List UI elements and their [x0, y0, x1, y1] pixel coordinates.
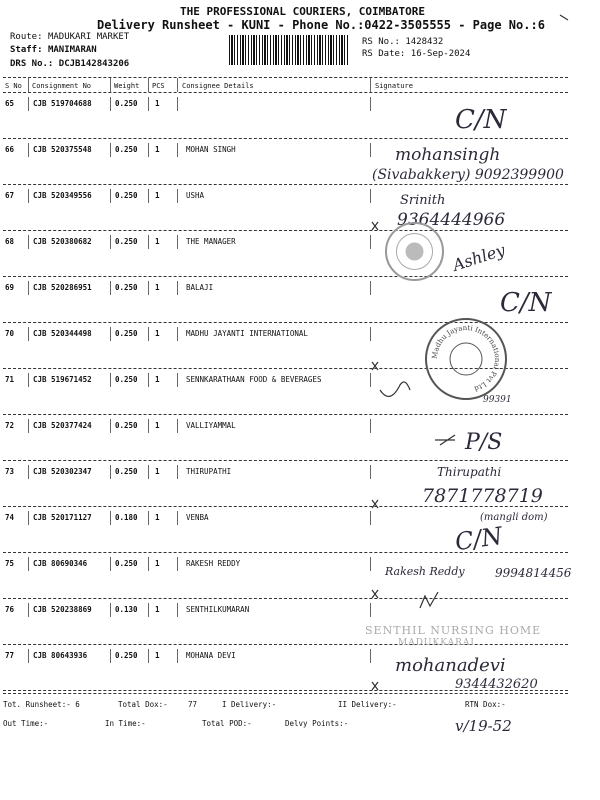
row-pcs: 1 — [155, 191, 160, 200]
row-consignee: BALAJI — [186, 283, 214, 292]
i-delivery: I Delivery:- — [222, 700, 277, 709]
handwritten-name: Thirupathi — [437, 465, 502, 479]
staff-value: MANIMARAN — [47, 45, 97, 55]
handwritten-cn: C/N — [455, 105, 507, 135]
row-consignment-no: CJB 520344498 — [33, 329, 92, 338]
row-pcs: 1 — [155, 329, 160, 338]
row-weight: 0.250 — [115, 99, 138, 108]
row-weight: 0.250 — [115, 375, 138, 384]
rs-date-label: RS Date: — [362, 49, 406, 59]
company-title: THE PROFESSIONAL COURIERS, COIMBATORE — [180, 5, 426, 18]
row-consignment-no: CJB 80690346 — [33, 559, 88, 568]
row-weight: 0.180 — [115, 513, 138, 522]
col-consignment: Consignment No — [32, 82, 92, 90]
row-weight: 0.250 — [115, 283, 138, 292]
row-weight: 0.250 — [115, 467, 138, 476]
seal-stamp-graphic — [387, 224, 442, 279]
row-consignment-no: CJB 519704688 — [33, 99, 92, 108]
row-pcs: 1 — [155, 421, 160, 430]
row-sno: 68 — [5, 237, 15, 246]
row-sno: 69 — [5, 283, 15, 292]
row-pcs: 1 — [155, 513, 160, 522]
row-weight: 0.250 — [115, 237, 138, 246]
row-consignee: USHA — [186, 191, 205, 200]
seal-stamp — [385, 222, 444, 281]
row-pcs: 1 — [155, 237, 160, 246]
tot-runsheet: Tot. Runsheet:- 6 — [3, 700, 80, 709]
row-consignment-no: CJB 520349556 — [33, 191, 92, 200]
handwritten-cn: C/N — [500, 288, 552, 318]
footer-rule — [3, 693, 568, 694]
nursing-home-stamp-line2: MADUKKARAI — [398, 638, 475, 648]
row-weight: 0.250 — [115, 421, 138, 430]
handwritten-phone: 9994814456 — [495, 566, 572, 580]
row-consignment-no: CJB 519671452 — [33, 375, 92, 384]
row-weight: 0.130 — [115, 605, 138, 614]
handwritten-note: v/19-52 — [455, 717, 512, 735]
row-pcs: 1 — [155, 605, 160, 614]
out-time: Out Time:- — [3, 719, 49, 728]
row-consignee: RAKESH REDDY — [186, 559, 241, 568]
row-consignment-no: CJB 520377424 — [33, 421, 92, 430]
row-sno: 66 — [5, 145, 15, 154]
company-round-stamp — [425, 318, 507, 400]
row-consignment-no: CJB 520380682 — [33, 237, 92, 246]
handwritten-signature: Ashley — [450, 240, 508, 275]
row-pcs: 1 — [155, 467, 160, 476]
row-sno: 74 — [5, 513, 15, 522]
row-sno: 70 — [5, 329, 15, 338]
row-sno: 65 — [5, 99, 15, 108]
col-sno: S No — [5, 82, 22, 90]
row-weight: 0.250 — [115, 329, 138, 338]
total-dox-label: Total Dox:- — [118, 700, 168, 709]
row-pcs: 1 — [155, 283, 160, 292]
row-consignment-no: CJB 80643936 — [33, 651, 88, 660]
row-consignment-no: CJB 520375548 — [33, 145, 92, 154]
route-value: MADUKARI MARKET — [47, 32, 130, 42]
delvy-points: Delvy Points:- — [285, 719, 349, 728]
rs-no-label: RS No.: — [362, 37, 400, 47]
row-consignee: MADHU JAYANTI INTERNATIONAL — [186, 329, 308, 338]
total-dox-value: 77 — [188, 700, 198, 709]
row-sno: 77 — [5, 651, 15, 660]
nursing-home-stamp-line1: SENTHIL NURSING HOME — [365, 624, 542, 637]
row-consignee: MOHANA DEVI — [186, 651, 236, 660]
handwritten-number: 99391 — [483, 395, 512, 405]
row-consignee: SENTHILKUMARAN — [186, 605, 250, 614]
handwritten-phone: 9344432620 — [455, 677, 538, 692]
rs-date-value: 16-Sep-2024 — [410, 49, 471, 59]
handwritten-phone: (Sivabakkery) 9092399900 — [372, 167, 564, 183]
row-pcs: 1 — [155, 145, 160, 154]
drs-label: DRS No.: — [10, 59, 54, 69]
row-consignee: MOHAN SINGH — [186, 145, 236, 154]
row-sno: 72 — [5, 421, 15, 430]
runsheet-title: Delivery Runsheet - KUNI - Phone No.:0422-3505555 - Page No.:6 — [97, 18, 545, 32]
handwritten-name: mohansingh — [395, 145, 501, 165]
handwritten-name: mohanadevi — [395, 655, 506, 676]
svg-text:Madhu Jayanti International Pv: Madhu Jayanti International Pvt Ltd — [430, 323, 502, 393]
row-pcs: 1 — [155, 99, 160, 108]
rs-no-value: 1428432 — [405, 37, 444, 47]
route-label: Route: — [10, 32, 43, 42]
ii-delivery: II Delivery:- — [338, 700, 397, 709]
rtn-dox: RTN Dox:- — [465, 700, 506, 709]
handwritten-note: (mangli dom) — [480, 512, 548, 523]
col-weight: Weight — [114, 82, 140, 90]
row-weight: 0.250 — [115, 559, 138, 568]
col-pcs: PCS — [152, 82, 165, 90]
handwritten-name: Srinith — [400, 193, 446, 208]
handwritten-name: Rakesh Reddy — [385, 565, 465, 578]
handwritten-phone: 7871778719 — [422, 485, 543, 507]
row-consignee: THIRUPATHI — [186, 467, 232, 476]
row-sno: 73 — [5, 467, 15, 476]
row-consignment-no: CJB 520238869 — [33, 605, 92, 614]
row-pcs: 1 — [155, 559, 160, 568]
total-pod: Total POD:- — [202, 719, 252, 728]
row-weight: 0.250 — [115, 145, 138, 154]
handwritten-ps: P/S — [465, 430, 503, 455]
row-consignment-no: CJB 520286951 — [33, 283, 92, 292]
row-sno: 71 — [5, 375, 15, 384]
drs-value: DCJB142843206 — [58, 59, 130, 69]
row-consignee: VENBA — [186, 513, 209, 522]
row-sno: 67 — [5, 191, 15, 200]
staff-label: Staff: — [10, 45, 43, 55]
row-weight: 0.250 — [115, 651, 138, 660]
col-consignee: Consignee Details — [182, 82, 254, 90]
handwritten-cn: C/N — [453, 521, 505, 557]
row-consignment-no: CJB 520302347 — [33, 467, 92, 476]
row-consignee: THE MANAGER — [186, 237, 236, 246]
col-signature: Signature — [375, 82, 413, 90]
row-consignee: VALLIYAMMAL — [186, 421, 236, 430]
row-sno: 75 — [5, 559, 15, 568]
handwritten-phone: 9364444966 — [397, 210, 506, 230]
row-weight: 0.250 — [115, 191, 138, 200]
company-stamp-graphic — [427, 320, 505, 398]
row-pcs: 1 — [155, 375, 160, 384]
in-time: In Time:- — [105, 719, 146, 728]
row-pcs: 1 — [155, 651, 160, 660]
row-consignment-no: CJB 520171127 — [33, 513, 92, 522]
row-sno: 76 — [5, 605, 15, 614]
row-consignee: SENNKARATHAAN FOOD & BEVERAGES — [186, 375, 322, 384]
